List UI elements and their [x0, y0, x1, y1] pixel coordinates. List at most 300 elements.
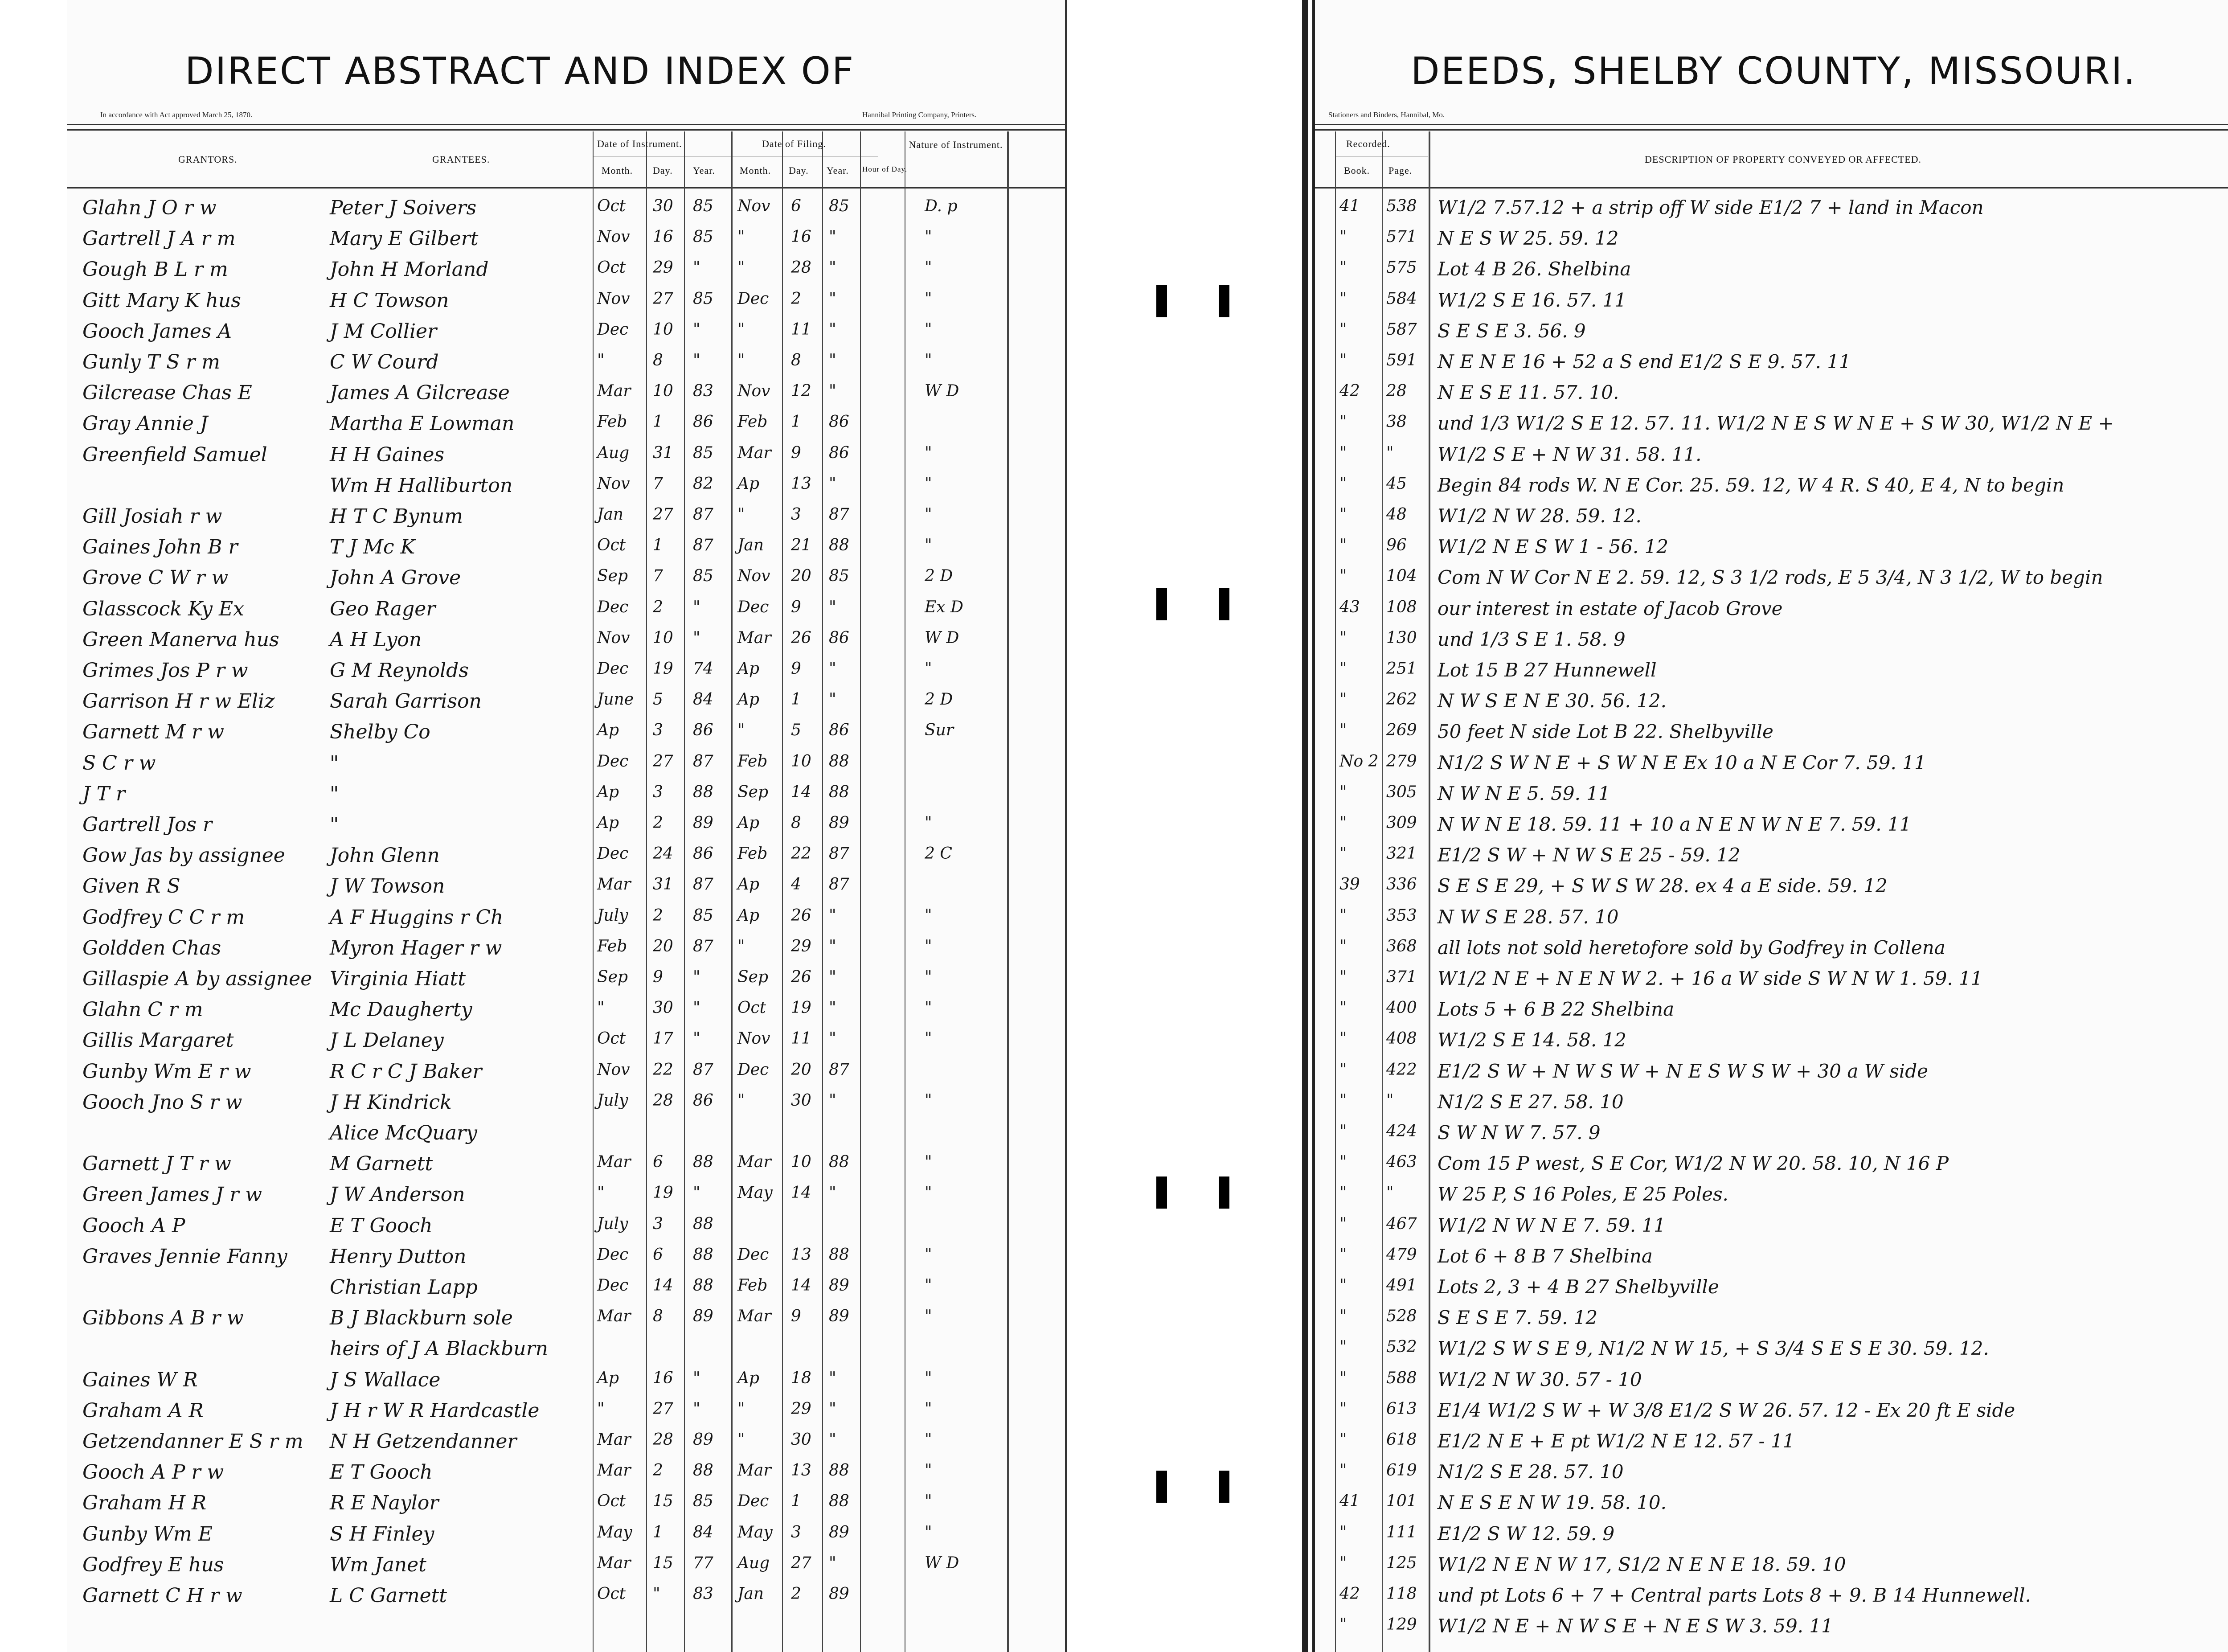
book-cell: " — [1339, 690, 1347, 709]
book-cell: 43 — [1339, 598, 1360, 616]
book-cell: " — [1339, 1338, 1347, 1357]
nature-cell: " — [925, 351, 932, 369]
grantee-cell: N H Getzendanner — [330, 1430, 517, 1453]
instrument-day-cell: " — [653, 1585, 660, 1603]
grantor-cell: Godfrey E hus — [82, 1553, 224, 1576]
nature-cell: 2 C — [925, 844, 952, 863]
filing-year-cell: 88 — [829, 1492, 849, 1511]
instrument-day-cell: 27 — [653, 752, 673, 771]
page-cell: 251 — [1386, 660, 1417, 678]
grantee-cell: J W Anderson — [330, 1183, 465, 1206]
nature-cell: " — [925, 1461, 932, 1480]
filing-month-cell: " — [737, 937, 745, 955]
column-divider — [646, 131, 647, 1652]
nature-cell: " — [925, 1492, 932, 1511]
grantee-cell: John H Morland — [330, 258, 489, 281]
instrument-month-header: Month. — [602, 165, 633, 176]
instrument-month-cell: Nov — [597, 289, 630, 308]
filing-month-cell: Nov — [737, 197, 770, 215]
grantor-cell: Gaines John B r — [82, 536, 238, 559]
grantors-header: GRANTORS. — [178, 154, 238, 165]
filing-year-cell: " — [829, 351, 836, 369]
filing-year-cell: 89 — [829, 814, 849, 832]
filing-day-cell: 21 — [791, 536, 811, 555]
grantee-cell: Mc Daugherty — [330, 998, 472, 1021]
filing-day-cell: 8 — [791, 814, 801, 832]
grantee-cell: Wm H Halliburton — [330, 474, 513, 497]
page-cell: 588 — [1386, 1369, 1417, 1387]
filing-day-cell: 30 — [791, 1431, 811, 1449]
instrument-day-header: Day. — [653, 165, 673, 176]
instrument-year-cell: 87 — [693, 875, 713, 894]
grantee-cell: Alice McQuary — [330, 1122, 477, 1144]
description-cell: Lots 2, 3 + 4 B 27 Shelbyville — [1438, 1276, 1719, 1298]
filing-day-cell: 27 — [791, 1554, 811, 1572]
book-cell: " — [1339, 289, 1347, 308]
filing-year-cell: " — [829, 474, 836, 493]
grantor-cell: Gibbons A B r w — [82, 1307, 244, 1330]
filing-year-cell: " — [829, 660, 836, 678]
instrument-year-cell: 82 — [693, 474, 713, 493]
header-top-rule — [1315, 124, 2228, 125]
instrument-month-cell: Dec — [597, 752, 629, 771]
grantor-cell: Gooch James A — [82, 320, 232, 343]
filing-day-cell: 2 — [791, 1585, 801, 1603]
filing-year-cell: 88 — [829, 536, 849, 555]
column-divider — [1382, 131, 1383, 1652]
page-cell: 619 — [1386, 1461, 1417, 1480]
page-cell: 463 — [1386, 1153, 1417, 1172]
grantor-cell: Gray Annie J — [82, 412, 208, 435]
grantee-cell: John A Grove — [330, 566, 461, 590]
grantee-cell: S H Finley — [330, 1522, 434, 1545]
instrument-year-cell: 88 — [693, 1214, 713, 1233]
instrument-day-cell: 31 — [653, 443, 673, 462]
grantee-cell: H H Gaines — [330, 443, 445, 466]
grantee-cell: Martha E Lowman — [330, 412, 515, 435]
instrument-month-cell: Sep — [597, 567, 628, 586]
grantor-cell: Greenfield Samuel — [82, 443, 267, 466]
instrument-day-cell: 20 — [653, 937, 673, 955]
instrument-year-cell: 77 — [693, 1554, 713, 1572]
instrument-month-cell: " — [597, 1399, 605, 1418]
nature-cell: W D — [925, 382, 959, 401]
instrument-year-cell: 88 — [693, 1276, 713, 1295]
book-cell: 42 — [1339, 1585, 1360, 1603]
page-cell: 538 — [1386, 197, 1417, 215]
hour-header: Hour of Day. — [862, 165, 908, 173]
book-cell: " — [1339, 660, 1347, 678]
instrument-year-cell: 87 — [693, 937, 713, 955]
filing-year-cell: 88 — [829, 1461, 849, 1480]
filing-month-cell: " — [737, 258, 745, 277]
instrument-day-cell: 3 — [653, 1214, 663, 1233]
instrument-day-cell: 29 — [653, 258, 673, 277]
page-cell: 613 — [1386, 1399, 1417, 1418]
description-cell: N1/2 S E 27. 58. 10 — [1438, 1090, 1624, 1113]
filing-month-cell: Nov — [737, 567, 770, 586]
instrument-year-cell: 89 — [693, 814, 713, 832]
page-cell: " — [1386, 1184, 1394, 1202]
filing-month-cell: " — [737, 505, 745, 524]
instrument-day-cell: 10 — [653, 382, 673, 401]
filing-month-header: Month. — [740, 165, 771, 176]
filing-month-cell: Ap — [737, 474, 760, 493]
grantee-cell: G M Reynolds — [330, 659, 469, 682]
instrument-year-cell: 87 — [693, 1060, 713, 1079]
left-page-title: DIRECT ABSTRACT AND INDEX OF — [185, 49, 855, 93]
filing-month-cell: Ap — [737, 875, 760, 894]
book-cell: " — [1339, 443, 1347, 462]
description-cell: W1/2 S E 14. 58. 12 — [1438, 1029, 1626, 1051]
filing-year-cell: " — [829, 228, 836, 246]
filing-month-cell: Mar — [737, 1153, 771, 1172]
instrument-day-cell: 14 — [653, 1276, 673, 1295]
filing-month-cell: Dec — [737, 1492, 769, 1511]
book-cell: " — [1339, 258, 1347, 277]
page-cell: 532 — [1386, 1338, 1417, 1357]
page-cell: 28 — [1386, 382, 1407, 401]
instrument-month-cell: Feb — [597, 937, 627, 955]
filing-year-cell: " — [829, 906, 836, 925]
grantor-cell: Gooch A P r w — [82, 1461, 224, 1484]
filing-month-cell: Sep — [737, 783, 769, 801]
grantor-cell: Gilcrease Chas E — [82, 381, 252, 405]
grantor-cell: Getzendanner E S r m — [82, 1430, 303, 1453]
description-cell: W 25 P, S 16 Poles, E 25 Poles. — [1438, 1183, 1728, 1205]
page-cell: 368 — [1386, 937, 1417, 955]
book-cell: " — [1339, 536, 1347, 555]
grantee-cell: E T Gooch — [330, 1461, 433, 1484]
instrument-year-cell: 86 — [693, 844, 713, 863]
book-cell: " — [1339, 351, 1347, 369]
instrument-day-cell: 27 — [653, 289, 673, 308]
grantee-cell: A F Huggins r Ch — [330, 906, 504, 929]
nature-cell: Sur — [925, 721, 954, 740]
book-cell: " — [1339, 628, 1347, 647]
page-cell: 618 — [1386, 1431, 1417, 1449]
filing-month-cell: " — [737, 228, 745, 246]
instrument-month-cell: Dec — [597, 1245, 629, 1264]
instrument-day-cell: 1 — [653, 413, 663, 431]
filing-month-cell: Mar — [737, 443, 771, 462]
grantee-cell: " — [330, 813, 339, 836]
filing-month-cell: May — [737, 1523, 773, 1541]
instrument-month-cell: Oct — [597, 1585, 626, 1603]
page-cell: 279 — [1386, 752, 1417, 771]
filing-year-cell: 86 — [829, 413, 849, 431]
filing-year-cell: 88 — [829, 1153, 849, 1172]
filing-year-cell: " — [829, 320, 836, 339]
instrument-month-cell: Mar — [597, 1153, 631, 1172]
description-cell: N W S E N E 30. 56. 12. — [1438, 690, 1667, 712]
grantor-cell: Given R S — [82, 875, 180, 898]
page-cell: 96 — [1386, 536, 1407, 555]
filing-year-cell: 85 — [829, 197, 849, 215]
right-ledger-page — [1312, 0, 2228, 1652]
grantee-cell: J S Wallace — [330, 1368, 441, 1391]
filing-year-cell: 85 — [829, 567, 849, 586]
nature-cell: " — [925, 289, 932, 308]
filing-day-cell: 3 — [791, 505, 801, 524]
filing-year-cell: " — [829, 1431, 836, 1449]
filing-year-cell: " — [829, 1399, 836, 1418]
instrument-day-cell: 17 — [653, 1029, 673, 1048]
instrument-year-cell: 85 — [693, 289, 713, 308]
grantor-cell: Glahn C r m — [82, 998, 203, 1021]
description-cell: S E S E 29, + S W S W 28. ex 4 a E side. 59. 12 — [1438, 875, 1888, 897]
nature-cell: " — [925, 1307, 932, 1326]
grantor-cell: Gunby Wm E r w — [82, 1060, 251, 1083]
filing-month-cell: " — [737, 1399, 745, 1418]
instrument-year-cell: 84 — [693, 1523, 713, 1541]
instrument-year-cell: " — [693, 968, 700, 986]
page-cell: 587 — [1386, 320, 1417, 339]
instrument-month-cell: Nov — [597, 228, 630, 246]
filing-month-cell: Dec — [737, 1060, 769, 1079]
nature-cell: " — [925, 906, 932, 925]
instrument-month-cell: Feb — [597, 413, 627, 431]
right-page-title: DEEDS, SHELBY COUNTY, MISSOURI. — [1411, 49, 2137, 93]
page-cell: 584 — [1386, 289, 1417, 308]
filing-month-cell: Mar — [737, 1307, 771, 1326]
page-cell: 125 — [1386, 1554, 1417, 1572]
instrument-month-cell: " — [597, 351, 605, 369]
filing-year-cell: " — [829, 1184, 836, 1202]
instrument-year-cell: 86 — [693, 721, 713, 740]
nature-cell: " — [925, 1399, 932, 1418]
grantee-cell: John Glenn — [330, 844, 440, 867]
description-cell: E1/2 S W 12. 59. 9 — [1438, 1522, 1615, 1545]
binding-hole — [1156, 1471, 1167, 1503]
instrument-month-cell: " — [597, 999, 605, 1017]
filing-year-cell: " — [829, 1554, 836, 1572]
printing-act-note: In accordance with Act approved March 25, 1870. — [100, 111, 253, 119]
grantee-cell: J L Delaney — [330, 1029, 444, 1052]
book-cell: " — [1339, 1399, 1347, 1418]
filing-day-cell: 29 — [791, 937, 811, 955]
filing-month-cell: Mar — [737, 1461, 771, 1480]
instrument-month-cell: Oct — [597, 1029, 626, 1048]
filing-month-cell: Ap — [737, 1369, 760, 1387]
page-cell: 575 — [1386, 258, 1417, 277]
nature-cell: 2 D — [925, 690, 953, 709]
book-cell: " — [1339, 1431, 1347, 1449]
nature-cell: D. p — [925, 197, 958, 215]
grantee-cell: J W Towson — [330, 875, 445, 898]
instrument-year-cell: " — [693, 1029, 700, 1048]
instrument-day-cell: 1 — [653, 536, 663, 555]
instrument-year-cell: 85 — [693, 443, 713, 462]
grantor-cell: Gow Jas by assignee — [82, 844, 285, 867]
description-cell: und pt Lots 6 + 7 + Central parts Lots 8 + 9. B 14 Hunnewell. — [1438, 1584, 2031, 1606]
grantee-cell: Henry Dutton — [330, 1245, 467, 1268]
grantee-cell: Wm Janet — [330, 1553, 426, 1576]
book-cell: " — [1339, 844, 1347, 863]
grantor-cell: Glasscock Ky Ex — [82, 597, 244, 620]
right-page-edge — [1302, 0, 1308, 1652]
column-divider — [684, 131, 685, 1652]
grantor-cell: Graves Jennie Fanny — [82, 1245, 287, 1268]
grantees-header: GRANTEES. — [432, 154, 490, 165]
instrument-month-cell: July — [597, 906, 628, 925]
filing-year-cell: 89 — [829, 1276, 849, 1295]
page-cell: 479 — [1386, 1245, 1417, 1264]
binding-hole — [1219, 1176, 1229, 1209]
filing-month-cell: Dec — [737, 598, 769, 616]
nature-header: Nature of Instrument. — [909, 139, 1003, 150]
book-cell: " — [1339, 906, 1347, 925]
instrument-year-cell: 88 — [693, 1245, 713, 1264]
book-header: Book. — [1344, 165, 1370, 176]
book-cell: 39 — [1339, 875, 1360, 894]
header-bottom-rule — [67, 187, 1065, 189]
grantor-cell: Green Manerva hus — [82, 628, 279, 651]
instrument-year-cell: 74 — [693, 660, 713, 678]
nature-cell: " — [925, 1245, 932, 1264]
filing-day-cell: 9 — [791, 443, 801, 462]
filing-month-cell: Aug — [737, 1554, 770, 1572]
filing-year-cell: 87 — [829, 1060, 849, 1079]
book-cell: " — [1339, 783, 1347, 801]
grantor-cell: J T r — [82, 782, 125, 805]
instrument-month-cell: Oct — [597, 536, 626, 555]
grantor-cell: Gitt Mary K hus — [82, 289, 241, 312]
header-top-rule — [67, 124, 1065, 125]
description-cell: und 1/3 W1/2 S E 12. 57. 11. W1/2 N E S W N E + S W 30, W1/2 N E + — [1438, 412, 2114, 435]
grantor-cell: Glahn J O r w — [82, 197, 217, 219]
instrument-year-cell: 89 — [693, 1431, 713, 1449]
filing-day-cell: 11 — [791, 1029, 811, 1048]
description-cell: S W N W 7. 57. 9 — [1438, 1122, 1601, 1144]
grantee-cell: " — [330, 751, 339, 775]
grantee-cell: B J Blackburn sole — [330, 1307, 513, 1330]
page-cell: 353 — [1386, 906, 1417, 925]
description-cell: E1/4 W1/2 S W + W 3/8 E1/2 S W 26. 57. 12 - Ex 20 ft E side — [1438, 1399, 2015, 1421]
page-cell: 118 — [1386, 1585, 1417, 1603]
description-cell: und 1/3 S E 1. 58. 9 — [1438, 628, 1626, 650]
description-cell: W1/2 S E 16. 57. 11 — [1438, 289, 1626, 311]
filing-day-cell: 20 — [791, 567, 811, 586]
book-cell: No 2 — [1339, 752, 1379, 771]
description-cell: Com N W Cor N E 2. 59. 12, S 3 1/2 rods, E 5 3/4, N 3 1/2, W to begin — [1438, 566, 2103, 589]
grantor-cell: Garnett J T r w — [82, 1152, 231, 1176]
book-gutter — [1065, 0, 1312, 1652]
nature-cell: " — [925, 814, 932, 832]
grantee-cell: E T Gooch — [330, 1214, 433, 1237]
book-cell: 41 — [1339, 1492, 1360, 1511]
grantee-cell: Myron Hager r w — [330, 936, 502, 959]
nature-cell: " — [925, 1276, 932, 1295]
page-cell: 422 — [1386, 1060, 1417, 1079]
filing-year-cell: " — [829, 1369, 836, 1387]
instrument-month-cell: Ap — [597, 1369, 619, 1387]
filing-year-cell: " — [829, 1091, 836, 1110]
book-cell: " — [1339, 1153, 1347, 1172]
instrument-month-cell: Dec — [597, 598, 629, 616]
instrument-date-header: Date of Instrument. — [597, 138, 682, 149]
nature-cell: " — [925, 999, 932, 1017]
instrument-day-cell: 30 — [653, 197, 673, 215]
filing-year-cell: " — [829, 937, 836, 955]
description-cell: 50 feet N side Lot B 22. Shelbyville — [1438, 721, 1773, 743]
book-cell: " — [1339, 1276, 1347, 1295]
stationers-note: Stationers and Binders, Hannibal, Mo. — [1328, 111, 1445, 119]
instrument-month-cell: Oct — [597, 1492, 626, 1511]
description-header: DESCRIPTION OF PROPERTY CONVEYED OR AFFECTED. — [1645, 154, 1922, 165]
grantee-cell: C W Courd — [330, 351, 439, 373]
book-cell: " — [1339, 1615, 1347, 1634]
filing-month-cell: " — [737, 351, 745, 369]
book-cell: " — [1339, 1029, 1347, 1048]
book-cell: " — [1339, 1122, 1347, 1140]
book-cell: " — [1339, 228, 1347, 246]
filing-month-cell: Dec — [737, 289, 769, 308]
instrument-month-cell: Mar — [597, 1431, 631, 1449]
filing-day-cell: 1 — [791, 690, 801, 709]
column-divider — [782, 131, 783, 1652]
page-cell: 400 — [1386, 999, 1417, 1017]
page-cell: 321 — [1386, 844, 1417, 863]
book-cell: " — [1339, 1091, 1347, 1110]
column-divider — [1335, 131, 1336, 1652]
filing-year-cell: " — [829, 258, 836, 277]
page-cell: 591 — [1386, 351, 1417, 369]
instrument-month-cell: Mar — [597, 382, 631, 401]
filing-year-cell: 88 — [829, 1245, 849, 1264]
description-cell: W1/2 S W S E 9, N1/2 N W 15, + S 3/4 S E S E 30. 59. 12. — [1438, 1337, 1989, 1360]
page-cell: 336 — [1386, 875, 1417, 894]
filing-month-cell: Nov — [737, 1029, 770, 1048]
filing-day-cell: 19 — [791, 999, 811, 1017]
description-cell: S E S E 3. 56. 9 — [1438, 320, 1586, 342]
nature-cell: Ex D — [925, 598, 963, 616]
filing-day-cell: 2 — [791, 289, 801, 308]
nature-cell: " — [925, 937, 932, 955]
filing-day-cell: 9 — [791, 1307, 801, 1326]
description-cell: Begin 84 rods W. N E Cor. 25. 59. 12, W 4 R. S 40, E 4, N to begin — [1438, 474, 2064, 496]
grantor-cell: Gillaspie A by assignee — [82, 967, 312, 990]
filing-month-cell: Ap — [737, 906, 760, 925]
filing-day-cell: 8 — [791, 351, 801, 369]
nature-cell: " — [925, 505, 932, 524]
instrument-day-cell: 6 — [653, 1153, 663, 1172]
filing-month-cell: Feb — [737, 1276, 768, 1295]
instrument-day-cell: 31 — [653, 875, 673, 894]
instrument-month-cell: May — [597, 1523, 632, 1541]
grantee-cell: R C r C J Baker — [330, 1060, 482, 1083]
filing-day-cell: 4 — [791, 875, 801, 894]
instrument-year-cell: 83 — [693, 1585, 713, 1603]
nature-cell: " — [925, 536, 932, 555]
nature-cell: " — [925, 660, 932, 678]
filing-day-cell: 18 — [791, 1369, 811, 1387]
filing-year-cell: " — [829, 382, 836, 401]
instrument-day-cell: 9 — [653, 968, 663, 986]
page-cell: 408 — [1386, 1029, 1417, 1048]
filing-year-cell: " — [829, 968, 836, 986]
grantee-cell: R E Naylor — [330, 1492, 439, 1515]
book-cell: " — [1339, 1060, 1347, 1079]
book-cell: " — [1339, 814, 1347, 832]
page-cell: 528 — [1386, 1307, 1417, 1326]
grantee-cell: Peter J Soivers — [330, 197, 477, 219]
book-cell: " — [1339, 937, 1347, 955]
instrument-day-cell: 7 — [653, 567, 663, 586]
instrument-day-cell: 2 — [653, 814, 663, 832]
instrument-day-cell: 28 — [653, 1091, 673, 1110]
filing-day-cell: 14 — [791, 783, 811, 801]
